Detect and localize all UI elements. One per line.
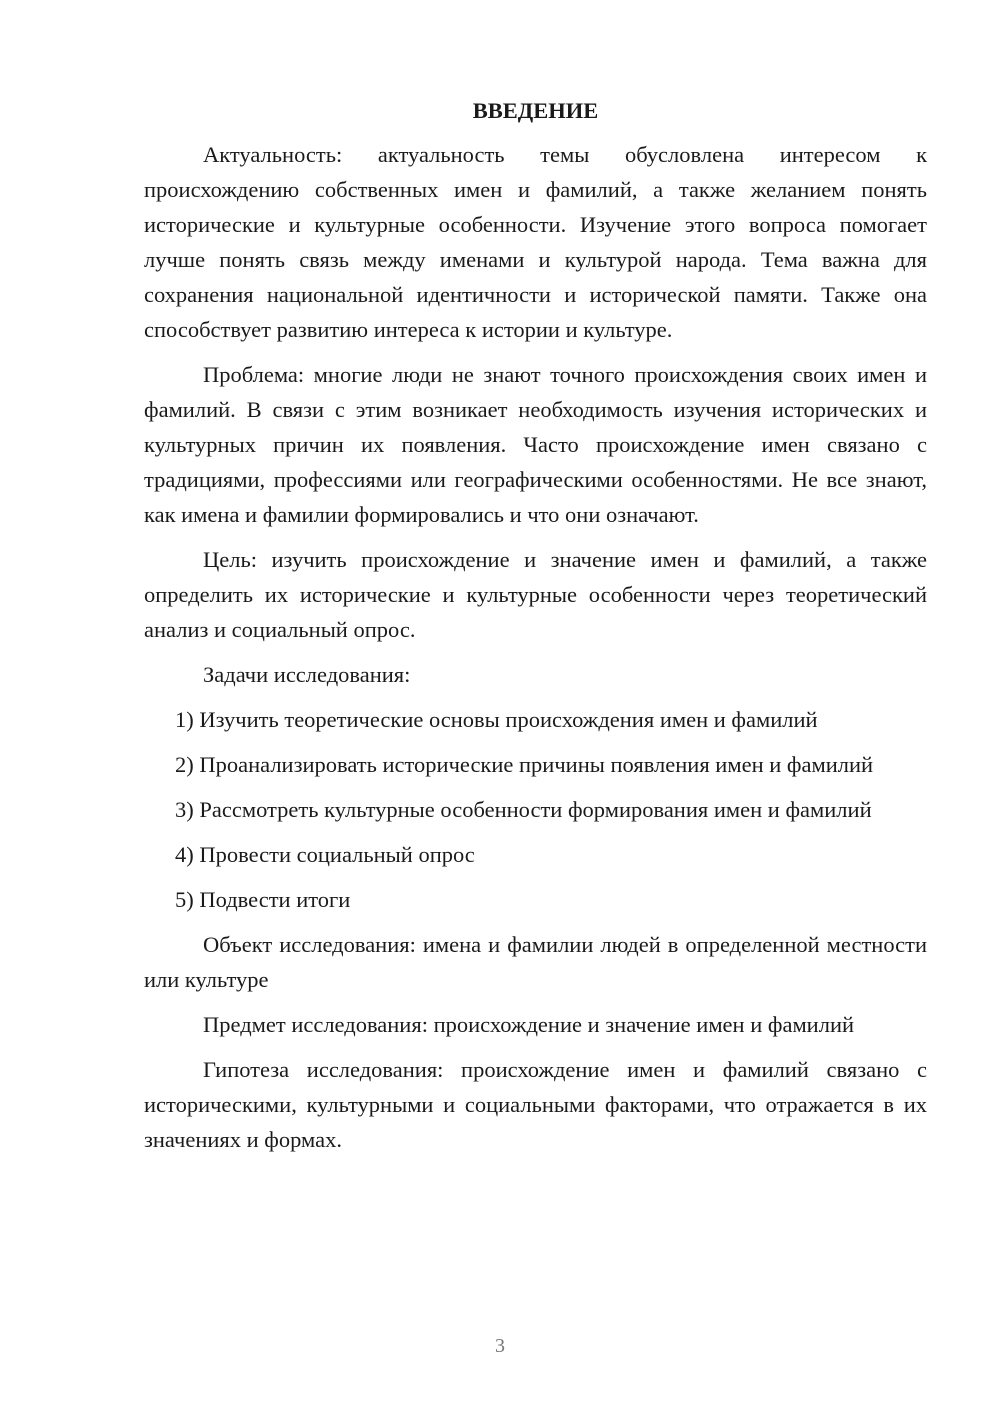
- task-item-2: 2) Проанализировать исторические причины появления имен и фамилий: [175, 752, 874, 777]
- task-item-1: 1) Изучить теоретические основы происхождения имен и фамилий: [175, 707, 818, 732]
- paragraph-goal: Цель: изучить происхождение и значение имен и фамилий, а также определить их исторические и культурные особенности через теоретический анализ и социальный опрос.: [144, 547, 927, 642]
- paragraph-object: Объект исследования: имена и фамилии людей в определенной местности или культуре: [144, 932, 927, 992]
- page-number: 3: [495, 1335, 505, 1357]
- paragraph-relevance: Актуальность: актуальность темы обусловлена интересом к происхождению собственных имен и фамилий, а также желанием понять исторические и культурные особенности. Изучение этого вопроса помогает лучше понять связь между именами и культурой народа. Тема важна для сохранения национальной идентичности и исторической памяти. Также она способствует развитию интереса к истории и культуре.: [144, 142, 927, 342]
- document-body: [144, 93, 927, 1167]
- paragraph-subject: Предмет исследования: происхождение и значение имен и фамилий: [203, 1012, 855, 1037]
- task-item-5: 5) Подвести итоги: [175, 887, 351, 912]
- paragraph-tasks-heading: Задачи исследования:: [203, 662, 411, 687]
- section-title: ВВЕДЕНИЕ: [472, 98, 599, 123]
- task-item-3: 3) Рассмотреть культурные особенности формирования имен и фамилий: [175, 797, 872, 822]
- task-item-4: 4) Провести социальный опрос: [175, 842, 475, 867]
- paragraph-problem: Проблема: многие люди не знают точного происхождения своих имен и фамилий. В связи с этим возникает необходимость изучения исторических и культурных причин их появления. Часто происхождение имен связано с традициями, профессиями или географическими особенностями. Не все знают, как имена и фамилии формировались и что они означают.: [144, 362, 927, 527]
- paragraph-hypothesis: Гипотеза исследования: происхождение имен и фамилий связано с историческими, культурными и социальными факторами, что отражается в их значениях и формах.: [144, 1057, 927, 1152]
